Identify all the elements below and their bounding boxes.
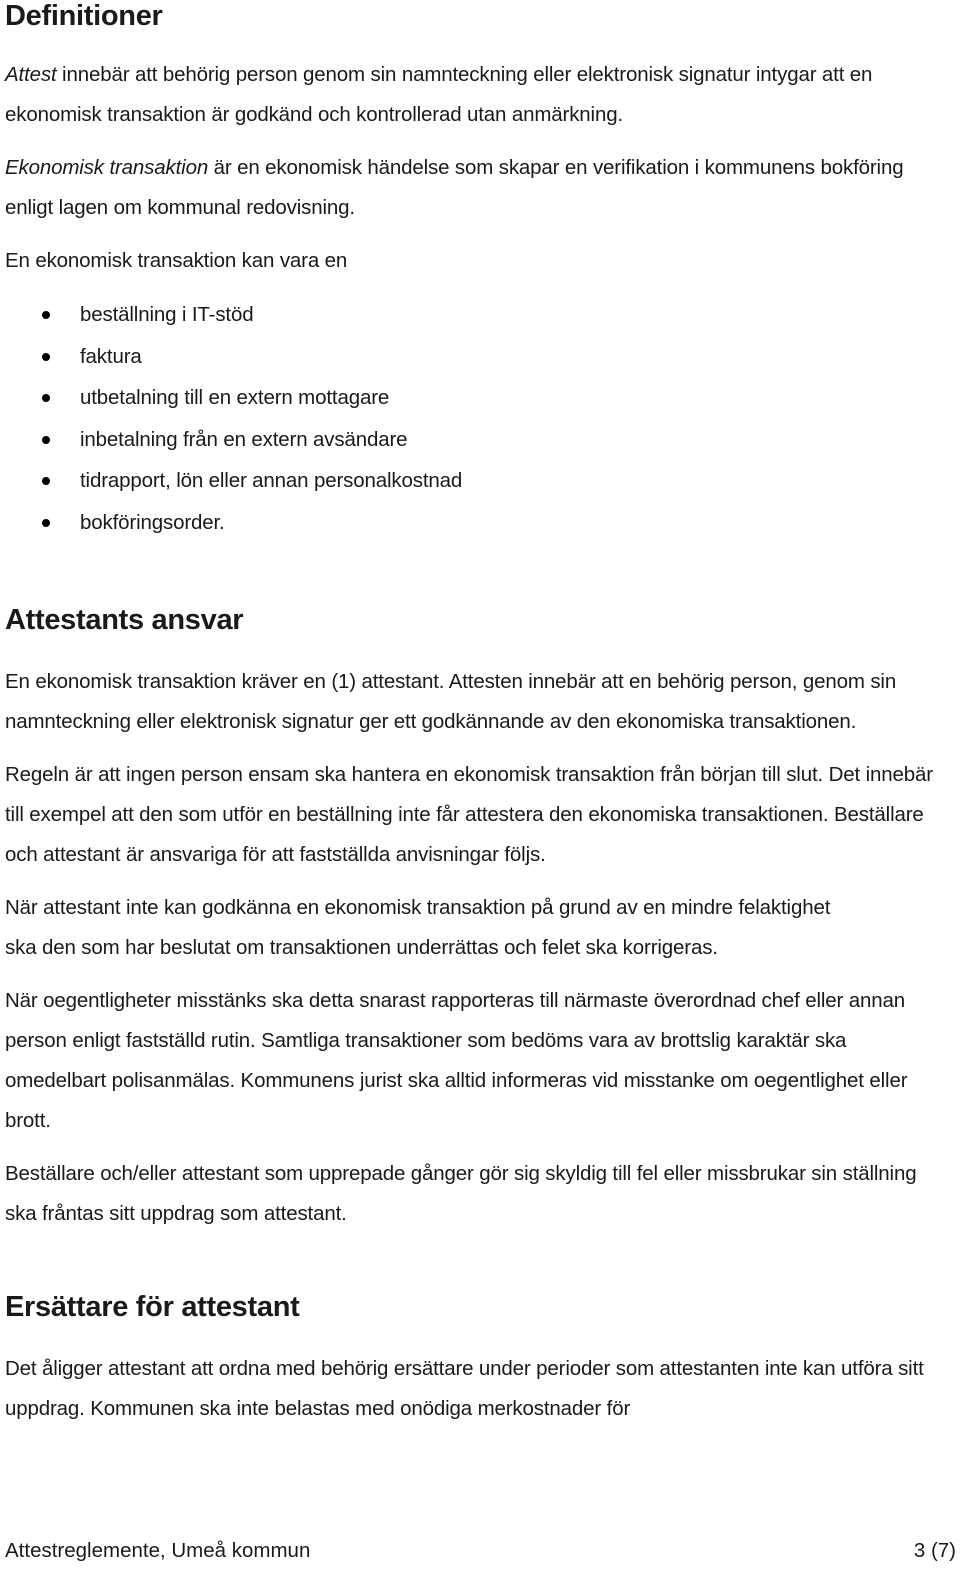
- footer-document-title: Attestreglemente, Umeå kommun: [5, 1539, 311, 1562]
- term-ekonomisk-transaktion: Ekonomisk transaktion: [5, 156, 209, 179]
- paragraph-ansvar-3: När attestant inte kan godkänna en ekonomisk transaktion på grund av en mindre felaktighet ska den som har beslutat om transaktionen underrättas och felet ska korrigeras.: [5, 896, 831, 959]
- bullet-icon: [42, 311, 50, 319]
- list-item: utbetalning till en extern mottagare: [5, 377, 955, 419]
- list-item: beställning i IT-stöd: [5, 294, 955, 336]
- bullet-icon: [42, 477, 50, 485]
- bullet-icon: [42, 436, 50, 444]
- paragraph-ansvar-5: Beställare och/eller attestant som upprepade gånger gör sig skyldig till fel eller missbrukar sin ställning ska fråntas sitt uppdrag som attestant.: [5, 1162, 917, 1225]
- paragraph-ansvar-1: En ekonomisk transaktion kräver en (1) attestant. Attesten innebär att en behörig person, genom sin namnteckning eller elektronisk signatur ger ett godkännande av den ekonomiska transaktionen.: [5, 670, 897, 733]
- bullet-icon: [42, 519, 50, 527]
- paragraph-transaction-definition: [5, 148, 940, 228]
- heading-definitioner: Definitioner: [5, 0, 163, 32]
- transaction-types-list: [5, 294, 955, 543]
- attest-definition-text: innebär att behörig person genom sin namnteckning eller elektronisk signatur intygar att en ekonomisk transaktion är godkänd och kontrollerad utan anmärkning.: [5, 63, 873, 126]
- list-item: inbetalning från en extern avsändare: [5, 419, 955, 461]
- paragraph-ansvar-2: Regeln är att ingen person ensam ska hantera en ekonomisk transaktion från början till slut. Det innebär till exempel att den som utför en beställning inte får attestera den ekonomiska transaktionen. Beställare och attestant är ansvariga för att fastställda anvisningar följs.: [5, 763, 933, 866]
- paragraph-attest-definition: [5, 55, 950, 135]
- bullet-icon: [42, 394, 50, 402]
- list-item: bokföringsorder.: [5, 502, 955, 544]
- list-item: tidrapport, lön eller annan personalkostnad: [5, 460, 955, 502]
- term-attest: Attest: [5, 63, 57, 86]
- list-item: faktura: [5, 336, 955, 378]
- bullet-icon: [42, 353, 50, 361]
- paragraph-ansvar-4: När oegentligheter misstänks ska detta snarast rapporteras till närmaste överordnad chef eller annan person enligt fastställd rutin. Samtliga transaktioner som bedöms vara av brottslig karaktär ska omedelbart polisanmälas. Kommunens jurist ska alltid informeras vid misstanke om oegentlighet eller brott.: [5, 989, 908, 1132]
- document-page: [5, 0, 955, 1429]
- transaction-definition-text: är en ekonomisk händelse som skapar en verifikation i kommunens bokföring enligt lagen om kommunal redovisning.: [5, 156, 904, 219]
- footer-page-number: 3 (7): [913, 1539, 956, 1562]
- paragraph-ersattare: Det åligger attestant att ordna med behörig ersättare under perioder som attestanten inte kan utföra sitt uppdrag. Kommunen ska inte belastas med onödiga merkostnader för: [5, 1357, 924, 1420]
- heading-ersattare: Ersättare för attestant: [5, 1291, 300, 1323]
- list-intro: En ekonomisk transaktion kan vara en: [5, 249, 348, 272]
- heading-attestants-ansvar: Attestants ansvar: [5, 604, 244, 636]
- page-footer: [5, 1536, 956, 1566]
